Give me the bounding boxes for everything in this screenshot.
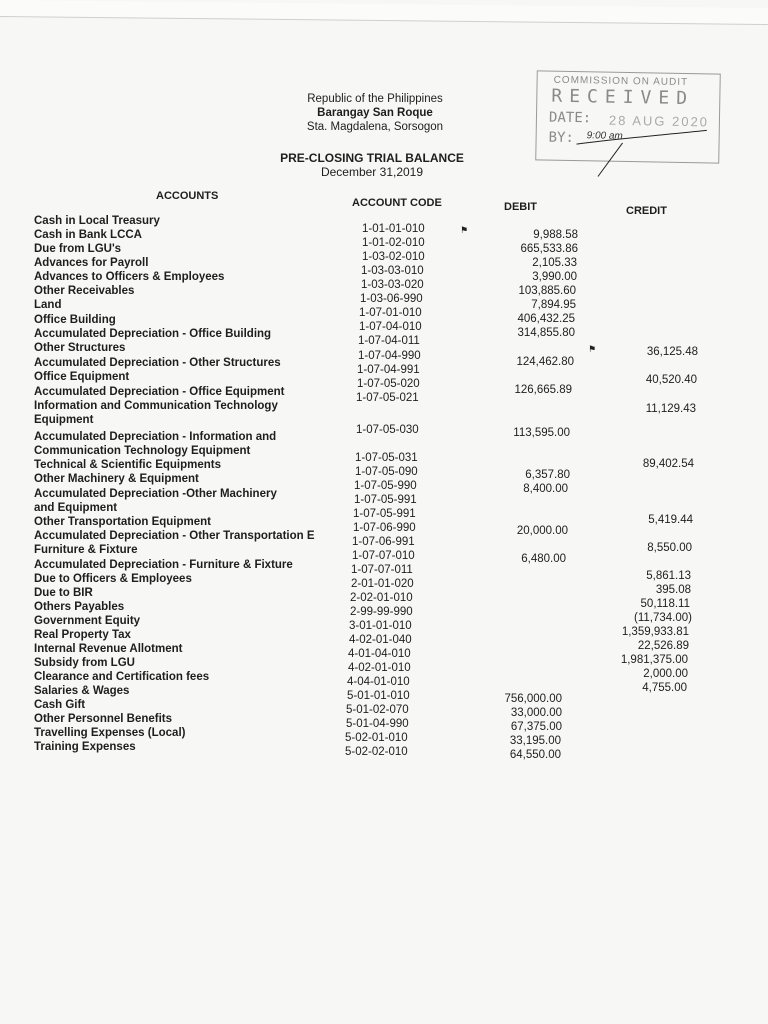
column-header-account-code: ACCOUNT CODE <box>352 197 442 209</box>
report-title-block <box>262 151 482 179</box>
debit-amount: 314,855.80 <box>517 327 575 339</box>
report-title: PRE-CLOSING TRIAL BALANCE <box>280 151 464 165</box>
account-name: Technical & Scientific Equipments <box>34 459 222 471</box>
credit-amount: 40,520.40 <box>645 374 697 386</box>
account-code: 1-07-05-021 <box>356 392 419 404</box>
account-name: Other Machinery & Equipment <box>34 473 199 485</box>
account-code: 1-03-02-010 <box>362 251 425 263</box>
account-code: 1-03-03-020 <box>361 279 424 291</box>
check-mark-icon: ⚑ <box>588 344 597 354</box>
account-code: 1-07-04-991 <box>357 364 420 376</box>
account-code: 1-07-05-990 <box>354 480 417 492</box>
account-name: Advances for Payroll <box>34 257 149 269</box>
account-name: Cash Gift <box>34 699 86 711</box>
account-code: 3-01-01-010 <box>349 620 412 632</box>
account-name: Accumulated Depreciation - Office Building <box>34 328 272 340</box>
account-name: Advances to Officers & Employees <box>34 271 225 283</box>
credit-amount: 5,419.44 <box>648 514 693 526</box>
account-name: Accumulated Depreciation - Other Structures <box>34 357 281 369</box>
account-name: Other Receivables <box>34 285 135 297</box>
header-republic: Republic of the Philippines <box>307 93 443 105</box>
account-code: 2-99-99-990 <box>350 606 413 618</box>
stamp-date-label: DATE: <box>548 109 592 127</box>
debit-amount: 124,462.80 <box>516 356 574 368</box>
account-code: 4-01-04-010 <box>348 648 411 660</box>
account-name: Internal Revenue Allotment <box>34 643 183 655</box>
account-name: Cash in Bank LCCA <box>34 229 142 241</box>
account-name: Other Structures <box>34 342 126 354</box>
header-municipality: Sta. Magdalena, Sorsogon <box>306 121 444 133</box>
account-name: Due to Officers & Employees <box>34 573 192 585</box>
account-name: Training Expenses <box>34 741 136 753</box>
account-code: 1-07-04-011 <box>358 335 420 347</box>
account-name: Due from LGU's <box>34 243 122 255</box>
account-code: 5-01-01-010 <box>347 690 410 702</box>
credit-amount: 50,118.11 <box>640 598 690 610</box>
credit-amount: 5,861.13 <box>646 570 691 582</box>
account-code: 1-07-04-010 <box>359 321 422 333</box>
debit-amount: 756,000.00 <box>504 693 562 705</box>
received-stamp <box>535 70 721 163</box>
account-code: 1-07-07-010 <box>352 550 415 562</box>
credit-amount: 36,125.48 <box>646 346 698 358</box>
account-name: Furniture & Fixture <box>34 544 138 556</box>
account-code: 4-02-01-010 <box>348 662 411 674</box>
account-name: Accumulated Depreciation - Information and <box>34 431 277 443</box>
debit-amount: 33,000.00 <box>510 707 562 719</box>
account-code: 5-02-01-010 <box>345 732 408 744</box>
debit-amount: 8,400.00 <box>523 483 568 495</box>
account-name: Real Property Tax <box>34 629 131 641</box>
credit-amount: 395.08 <box>655 584 691 596</box>
debit-amount: 665,533.86 <box>520 243 578 255</box>
column-header-debit: DEBIT <box>504 201 537 213</box>
debit-amount: 7,894.95 <box>531 299 576 311</box>
report-date: December 31,2019 <box>320 165 424 179</box>
debit-amount: 64,550.00 <box>509 749 561 761</box>
account-code: 2-02-01-010 <box>350 592 413 604</box>
account-code: 1-07-05-020 <box>357 378 420 390</box>
account-name: Government Equity <box>34 615 141 627</box>
account-name: Equipment <box>34 414 94 426</box>
debit-amount: 3,990.00 <box>532 271 577 283</box>
debit-amount: 6,480.00 <box>521 553 566 565</box>
account-name: Accumulated Depreciation - Office Equipment <box>34 386 285 398</box>
column-header-credit: CREDIT <box>626 205 667 217</box>
account-code: 1-07-05-030 <box>356 424 419 436</box>
account-code: 1-07-06-990 <box>353 522 416 534</box>
debit-amount: 103,885.60 <box>518 285 576 297</box>
credit-amount: 22,526.89 <box>637 640 689 652</box>
header-barangay: Barangay San Roque <box>317 107 433 119</box>
account-name: Office Equipment <box>34 371 130 383</box>
account-name: Accumulated Depreciation -Other Machinery <box>34 488 277 500</box>
document-header <box>270 92 480 134</box>
debit-amount: 20,000.00 <box>516 525 568 537</box>
account-code: 1-07-07-011 <box>351 564 413 576</box>
debit-amount: 113,595.00 <box>513 427 570 439</box>
stamp-by-value: 9:00 am <box>586 130 623 142</box>
account-code: 1-07-01-010 <box>359 307 422 319</box>
account-name: Others Payables <box>34 601 125 613</box>
account-name: Office Building <box>34 314 116 326</box>
account-code: 1-07-05-090 <box>355 466 418 478</box>
account-code: 1-07-05-991 <box>353 508 416 520</box>
account-code: 1-01-02-010 <box>362 237 425 249</box>
account-name: and Equipment <box>34 502 118 514</box>
account-name: Due to BIR <box>34 587 93 599</box>
account-code: 4-04-01-010 <box>347 676 410 688</box>
stamp-by-label: BY: <box>548 129 575 147</box>
account-code: 1-03-06-990 <box>360 293 423 305</box>
account-code: 5-02-02-010 <box>345 746 408 758</box>
account-code: 5-01-02-070 <box>346 704 409 716</box>
credit-amount: (11,734.00) <box>634 612 692 624</box>
account-name: Other Personnel Benefits <box>34 713 173 725</box>
column-header-accounts: ACCOUNTS <box>156 190 219 202</box>
credit-amount: 4,755.00 <box>642 682 687 694</box>
debit-amount: 9,988.58 <box>533 229 578 241</box>
credit-amount: 1,981,375.00 <box>620 654 688 666</box>
account-name: Accumulated Depreciation - Other Transportation E <box>34 530 315 542</box>
credit-amount: 89,402.54 <box>642 458 694 470</box>
account-name: Accumulated Depreciation - Furniture & Fixture <box>34 559 293 571</box>
account-name: Cash in Local Treasury <box>34 215 160 227</box>
account-name: Clearance and Certification fees <box>34 671 210 683</box>
account-name: Other Transportation Equipment <box>34 516 211 528</box>
account-name: Land <box>34 299 62 311</box>
stamp-signature-stroke <box>536 71 720 184</box>
account-name: Information and Communication Technology <box>34 400 278 412</box>
debit-amount: 406,432.25 <box>517 313 575 325</box>
page-top-edge <box>0 0 768 25</box>
account-name: Communication Technology Equipment <box>34 445 251 457</box>
credit-amount: 1,359,933.81 <box>621 626 689 638</box>
account-code: 1-07-04-990 <box>358 350 421 362</box>
credit-amount: 2,000.00 <box>643 668 688 680</box>
debit-amount: 67,375.00 <box>510 721 562 733</box>
debit-amount: 2,105.33 <box>532 257 577 269</box>
stamp-date-value: 28 AUG 2020 <box>608 112 710 130</box>
debit-amount: 33,195.00 <box>509 735 561 747</box>
debit-amount: 6,357.80 <box>525 469 570 481</box>
account-code: 1-07-06-991 <box>352 536 415 548</box>
account-code: 5-01-04-990 <box>346 718 409 730</box>
stamp-received: RECEIVED <box>551 85 695 110</box>
account-code: 1-03-03-010 <box>361 265 424 277</box>
debit-amount: 126,665.89 <box>514 384 572 396</box>
account-name: Travelling Expenses (Local) <box>34 727 186 739</box>
stamp-agency: COMMISSION ON AUDIT <box>553 74 689 89</box>
account-code: 4-02-01-040 <box>349 634 412 646</box>
account-name: Subsidy from LGU <box>34 657 135 669</box>
account-code: 2-01-01-020 <box>351 578 414 590</box>
credit-amount: 8,550.00 <box>647 542 692 554</box>
credit-amount: 11,129.43 <box>645 403 696 415</box>
account-name: Salaries & Wages <box>34 685 130 697</box>
account-code: 1-07-05-991 <box>354 494 417 506</box>
account-code: 1-07-05-031 <box>355 452 418 464</box>
check-mark-icon: ⚑ <box>460 225 469 235</box>
account-code: 1-01-01-010 <box>362 223 425 235</box>
